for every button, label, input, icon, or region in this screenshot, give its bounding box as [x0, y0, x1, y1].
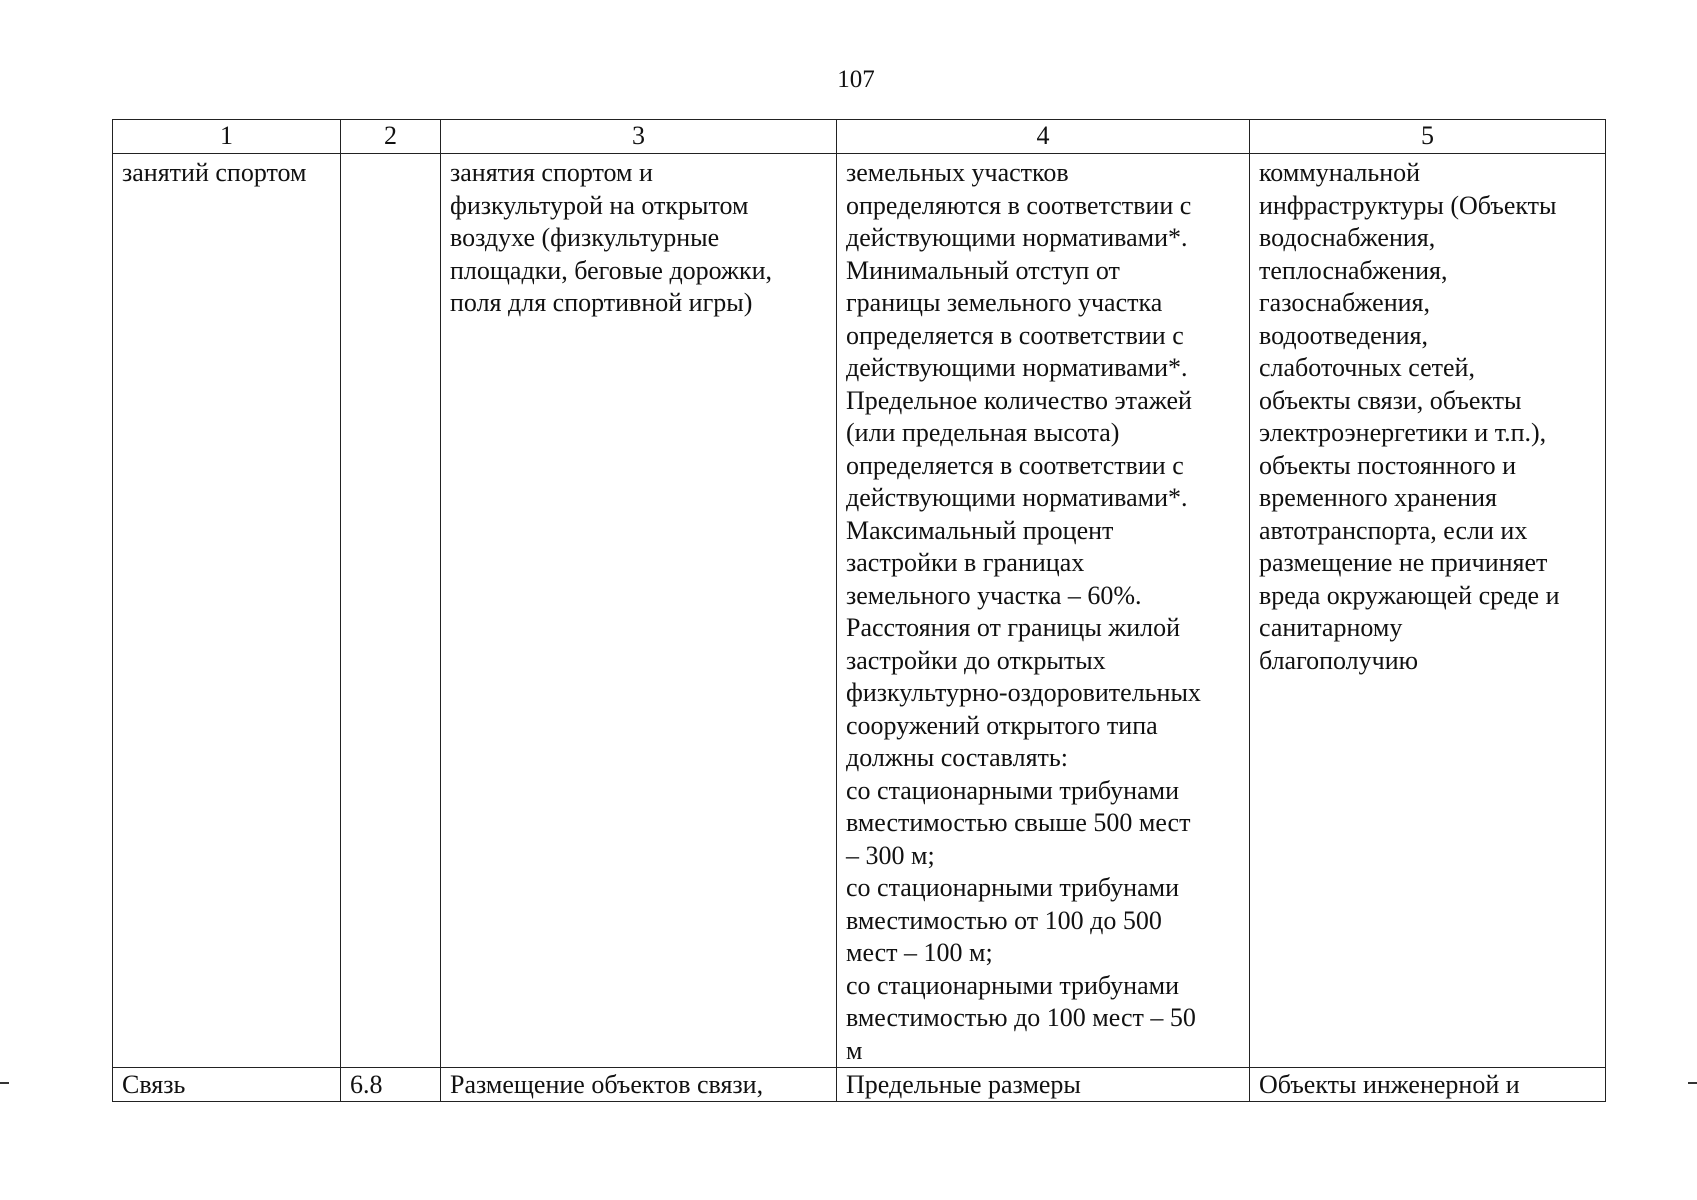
cell-text-line: инфраструктуры (Объекты [1259, 190, 1557, 220]
cell-text-line: Максимальный процент [846, 515, 1114, 545]
cell-text-line: электроэнергетики и т.п.), [1259, 418, 1547, 447]
cell-text-line: Размещение объектов связи, [450, 1070, 764, 1099]
cell-text-line: сооружений открытого типа [846, 710, 1158, 740]
cell-text-line: Минимальный отступ от [846, 255, 1120, 285]
table-cell [341, 1068, 441, 1102]
cell-text-line: коммунальной [1259, 158, 1421, 187]
cell-text-line: земельных участков [846, 158, 1069, 187]
cell-text-line: со стационарными трибунами [846, 970, 1179, 1000]
column-header: 4 [837, 120, 1250, 154]
cell-text-line: воздухе (физкультурные [450, 223, 720, 252]
cell-text-line: санитарному [1259, 613, 1403, 642]
cell-text-line: размещение не причиняет [1259, 548, 1548, 577]
cell-text-line: занятий спортом [122, 158, 307, 187]
cell-text-line: газоснабжения, [1259, 288, 1430, 317]
table-cell [441, 1068, 837, 1102]
cell-text-line: застройки до открытых [846, 645, 1106, 675]
cell-text-line: действующими нормативами*. [846, 223, 1188, 252]
cell-text-line: определяется в соответствии с [846, 320, 1184, 350]
cell-text-line: должны составлять: [846, 743, 1068, 772]
cell-text-line: определяются в соответствии с [846, 190, 1192, 220]
column-header: 2 [341, 120, 441, 154]
cell-text-line: благополучию [1259, 645, 1419, 675]
left-edge-mark [0, 1082, 9, 1084]
table-cell [441, 154, 837, 1068]
table-cell [1250, 154, 1606, 1068]
cell-text-line: 6.8 [350, 1070, 383, 1099]
cell-text-line: действующими нормативами*. [846, 353, 1188, 382]
cell-text-line: земельного участка – 60%. [846, 580, 1142, 610]
cell-text-line: вреда окружающей среде и [1259, 580, 1560, 610]
cell-text-line: мест – 100 м; [846, 938, 993, 967]
cell-text-line: Предельные размеры [846, 1070, 1081, 1099]
page-number: 107 [837, 66, 875, 93]
cell-text-line: определяется в соответствии с [846, 450, 1184, 480]
cell-text-line: автотранспорта, если их [1259, 515, 1528, 545]
cell-text-line: вместимостью до 100 мест – 50 [846, 1003, 1196, 1032]
cell-text-line: вместимостью свыше 500 мест [846, 808, 1191, 837]
cell-text-line: границы земельного участка [846, 288, 1163, 317]
cell-text-line: объекты связи, объекты [1259, 385, 1522, 415]
cell-text-line: водоснабжения, [1259, 223, 1436, 252]
cell-text-line: теплоснабжения, [1259, 255, 1448, 285]
cell-text-line: занятия спортом и [450, 158, 653, 187]
cell-text-line: застройки в границах [846, 548, 1085, 577]
column-header: 1 [113, 120, 341, 154]
cell-text-line: слаботочных сетей, [1259, 353, 1475, 382]
cell-text-line: действующими нормативами*. [846, 483, 1188, 512]
cell-text-line: вместимостью от 100 до 500 [846, 905, 1162, 935]
cell-text-line: поля для спортивной игры) [450, 288, 753, 317]
table-cell [1250, 1068, 1606, 1102]
cell-text-line: Объекты инженерной и [1259, 1070, 1520, 1099]
table-cell [113, 154, 341, 1068]
cell-text-line: со стационарными трибунами [846, 873, 1179, 902]
cell-text-line: физкультурой на открытом [450, 190, 749, 220]
cell-text-line: со стационарными трибунами [846, 775, 1179, 805]
table-row [113, 1068, 1606, 1102]
right-edge-mark [1688, 1082, 1697, 1084]
cell-text-line: – 300 м; [846, 840, 935, 870]
cell-text-line: физкультурно-оздоровительных [846, 678, 1201, 707]
cell-text-line: временного хранения [1259, 483, 1497, 512]
table-cell [837, 1068, 1250, 1102]
cell-text-line: Предельное количество этажей [846, 385, 1192, 415]
cell-text-line: водоотведения, [1259, 320, 1428, 350]
table-cell [113, 1068, 341, 1102]
table-header-row [113, 120, 1606, 154]
cell-text-line: (или предельная высота) [846, 418, 1120, 447]
column-header: 5 [1250, 120, 1606, 154]
table-row [113, 154, 1606, 1068]
cell-text-line: площадки, беговые дорожки, [450, 255, 773, 285]
cell-text-line: объекты постоянного и [1259, 450, 1517, 480]
column-header: 3 [441, 120, 837, 154]
regulations-table [112, 119, 1606, 1102]
table-cell [837, 154, 1250, 1068]
cell-text-line: Расстояния от границы жилой [846, 613, 1181, 642]
cell-text-line: м [846, 1035, 863, 1065]
table-cell [341, 154, 441, 1068]
cell-text-line: Связь [122, 1070, 186, 1099]
